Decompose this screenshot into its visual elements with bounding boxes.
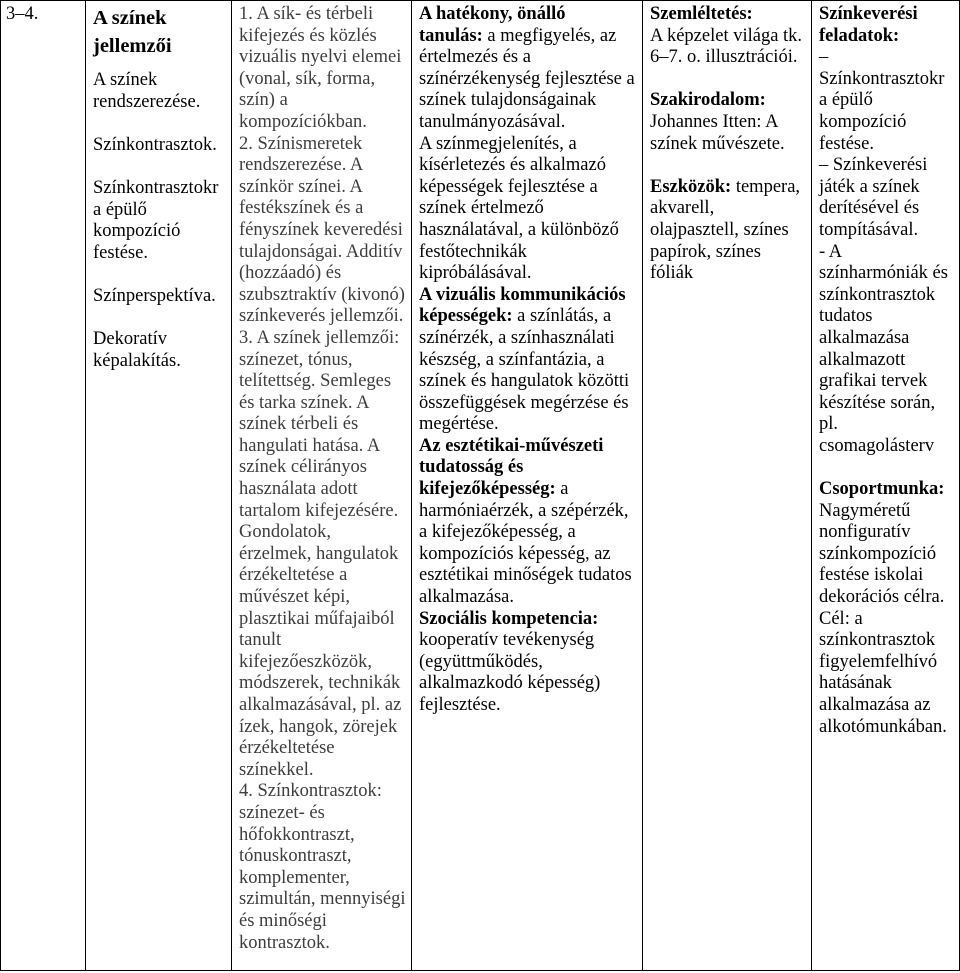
text-line: kifejezés és közlés — [239, 25, 377, 46]
paragraph — [239, 4, 408, 954]
text-segment: a színlátás, a — [512, 306, 612, 327]
text-line: kifejezőeszközök, — [239, 651, 373, 672]
text-line: A színmegjelenítés, a — [419, 133, 577, 154]
text-line: vizuális nyelvi elemei — [239, 47, 402, 68]
text-line: nonfiguratív — [819, 522, 911, 543]
text-line: színkontrasztok — [819, 284, 936, 305]
text-line: kipróbálásával. — [419, 263, 532, 284]
bold-label: Szakirodalom: — [650, 90, 766, 111]
bold-label: Színkeverési — [819, 4, 918, 24]
text-line: képalakítás. — [93, 350, 181, 371]
text-line: színek művészete. — [650, 133, 785, 154]
text-line: használatával, a különböző — [419, 219, 619, 240]
text-line: színek tulajdonságainak — [419, 90, 597, 111]
text-line: színérzék, a színhasználati — [419, 327, 615, 348]
text-line — [419, 479, 639, 501]
text-line: használata adott — [239, 479, 358, 500]
text-line: hatásának — [819, 673, 892, 694]
text-line: festékszínek és a — [239, 198, 364, 219]
text-line: (együttműködés, — [419, 651, 543, 672]
text-line: harmóniaérzék, a szépérzék, — [419, 500, 629, 521]
text-line: pl. — [819, 414, 839, 435]
text-line: 3. A színek jellemzői: — [239, 327, 400, 348]
text-line: alkalmazása — [819, 327, 910, 348]
text-line: – Színkeverési — [819, 155, 928, 176]
text-line: színek és hangulatok közötti — [419, 371, 630, 392]
text-line: - A — [819, 241, 843, 262]
text-line: fejlesztése. — [419, 695, 501, 715]
text-line: 3–4. — [6, 4, 39, 24]
paragraph — [93, 286, 228, 308]
text-line: színérzékenység fejlesztése a — [419, 68, 635, 89]
text-line: esztétikai minőségek tudatos — [419, 565, 632, 586]
text-line: színkör színei. A — [239, 176, 363, 197]
text-line: kompozíciós képesség, az — [419, 543, 611, 564]
text-line: tulajdonságai. Additív — [239, 241, 403, 262]
text-line: 4. Színkontrasztok: — [239, 781, 382, 802]
text-line: grafikai tervek — [819, 371, 928, 392]
text-line: színekkel. — [239, 759, 314, 780]
text-line: komplementer, — [239, 867, 350, 888]
text-line: Johannes Itten: A — [650, 111, 779, 132]
text-line: színezet, tónus, — [239, 349, 353, 370]
cell-topic — [86, 1, 232, 971]
text-line: kísérletezés és alkalmazó — [419, 155, 606, 176]
text-line: tartalom kifejezésére. — [239, 500, 399, 521]
bold-label: tudatosság és — [419, 457, 524, 478]
text-line: színkompozíció — [819, 543, 937, 564]
text-line: dekorációs célra. — [819, 587, 945, 608]
text-line — [419, 4, 639, 26]
paragraph — [650, 90, 808, 155]
text-line: a épülő — [93, 199, 147, 220]
text-line: alkalmazása az — [819, 695, 931, 715]
paragraph — [6, 4, 82, 26]
text-line — [419, 285, 639, 307]
text-line: képességek fejlesztése a — [419, 176, 598, 197]
text-line: olajpasztell, színes — [650, 219, 789, 240]
paragraph — [93, 329, 228, 372]
text-line: (vonal, sík, forma, — [239, 68, 376, 89]
text-line: hangulati hatása. A — [239, 435, 381, 456]
paragraph — [650, 4, 808, 69]
text-line: kompozíciókban. — [239, 111, 367, 132]
text-line: szimultán, mennyiségi — [239, 889, 406, 910]
bold-label: Az esztétikai-művészeti — [419, 435, 604, 456]
text-line: Dekoratív — [93, 329, 167, 350]
text-line: Gondolatok, — [239, 522, 331, 543]
text-line — [419, 609, 639, 631]
text-line: 6–7. o. illusztrációi. — [650, 47, 798, 68]
text-line — [419, 457, 639, 479]
text-line: érzékeltetése — [239, 738, 335, 759]
text-line: kompozíció — [819, 111, 907, 132]
text-line: és minőségi — [239, 910, 327, 931]
text-line: rendszerezése. A — [239, 155, 364, 176]
text-line: alkalmazkodó képesség) — [419, 673, 601, 694]
text-line: Cél: a — [819, 608, 863, 629]
text-line: csomagolásterv — [819, 435, 935, 456]
topic-heading — [93, 4, 228, 60]
bold-label: képességek: — [419, 306, 513, 327]
bold-label: tanulás: — [419, 25, 483, 46]
text-line: A színek — [93, 70, 158, 90]
text-line: módszerek, technikák — [239, 673, 401, 694]
text-line: szubsztraktív (kivonó) — [239, 284, 405, 305]
text-line — [819, 479, 956, 501]
text-line: tanulmányozásával. — [419, 111, 566, 132]
text-line: fóliák — [650, 263, 694, 284]
bold-label: Eszközök: — [650, 176, 732, 197]
text-line — [419, 306, 639, 328]
text-line: színkeverés jellemzői. — [239, 306, 404, 327]
text-segment: a megfigyelés, az — [482, 25, 617, 46]
text-line: festése iskolai — [819, 565, 924, 586]
text-segment: tempera, — [731, 176, 801, 197]
text-line: Nagyméretű — [819, 500, 911, 521]
heading-line: A színek — [93, 7, 167, 29]
text-line: a épülő — [819, 90, 873, 111]
paragraph — [819, 4, 956, 457]
text-line: a kifejezőképesség, a — [419, 522, 576, 543]
bold-label: A vizuális kommunikációs — [419, 284, 626, 305]
bold-label: Szemléltetés: — [650, 4, 753, 24]
paragraph — [419, 4, 639, 717]
text-line: szín) a — [239, 90, 288, 111]
paragraph — [650, 177, 808, 285]
text-line: művészet képi, — [239, 587, 350, 608]
paragraph — [93, 135, 228, 157]
text-line: 1. A sík- és térbeli — [239, 4, 374, 24]
text-line: derítésével és — [819, 198, 920, 219]
text-line: kooperatív tevékenység — [419, 630, 595, 651]
bold-label: kifejezőképesség: — [419, 479, 556, 500]
text-line: tanult — [239, 630, 282, 651]
text-line: színkontrasztok — [819, 630, 936, 651]
text-line — [819, 4, 956, 26]
text-line: festése. — [93, 242, 148, 263]
text-line: tudatos — [819, 306, 873, 327]
cell-resources — [643, 1, 812, 971]
text-line: Színkontrasztok. — [93, 134, 217, 155]
text-line: kompozíció — [93, 221, 181, 242]
text-line: színek térbeli és — [239, 414, 359, 435]
text-line: értelmezés és a — [419, 47, 531, 68]
text-line — [650, 90, 808, 112]
text-line: Színkontrasztokr — [93, 177, 219, 198]
text-line: papírok, színes — [650, 241, 761, 262]
cell-content — [232, 1, 412, 971]
text-line: játék a színek — [819, 176, 920, 197]
text-line: 2. Színismeretek — [239, 133, 363, 154]
text-line: színezet- és — [239, 802, 325, 823]
text-segment: a — [555, 479, 569, 500]
bold-label: Csoportmunka: — [819, 479, 945, 500]
text-line: tónuskontraszt, — [239, 846, 352, 867]
text-line: színek értelmező — [419, 198, 544, 219]
text-line — [650, 177, 808, 199]
text-line: rendszerezése. — [93, 91, 201, 112]
cell-activities — [812, 1, 960, 971]
text-line: – — [819, 47, 829, 68]
text-line: akvarell, — [650, 198, 715, 219]
text-line — [819, 26, 956, 48]
text-line: (hozzáadó) és — [239, 263, 342, 284]
text-line: fényszínek keveredési — [239, 219, 403, 240]
text-line: érzékeltetése a — [239, 565, 348, 586]
text-line: kontrasztok. — [239, 932, 330, 953]
text-line: Színperspektíva. — [93, 285, 216, 306]
text-line: alkotómunkában. — [819, 716, 947, 737]
text-line: megértése. — [419, 414, 499, 435]
bold-label: feladatok: — [819, 25, 900, 46]
text-line: telítettség. Semleges — [239, 371, 392, 392]
paragraph — [819, 479, 956, 738]
text-line: alkalmazásával, pl. az — [239, 695, 402, 715]
text-line: készség, a színfantázia, a — [419, 349, 605, 370]
bold-label: Szociális kompetencia: — [419, 608, 599, 629]
cell-competencies — [412, 1, 643, 971]
text-line: színek célirányos — [239, 457, 367, 478]
text-line: készítése során, — [819, 392, 936, 413]
text-line: ízek, hangok, zörejek — [239, 716, 398, 737]
text-line — [419, 26, 639, 48]
text-line: alkalmazása. — [419, 587, 515, 608]
text-line: összefüggések megérzése és — [419, 392, 629, 413]
text-line: hőfokkontraszt, — [239, 824, 355, 845]
text-line — [650, 4, 808, 26]
cell-lesson-number — [1, 1, 86, 971]
text-line: festőtechnikák — [419, 241, 527, 262]
bold-label: A hatékony, önálló — [419, 4, 566, 24]
text-line: érzelmek, hangulatok — [239, 543, 399, 564]
table-row — [1, 1, 960, 971]
paragraph — [93, 178, 228, 264]
text-line: A képzelet világa tk. — [650, 25, 803, 46]
text-line: plasztikai műfajaiból — [239, 608, 395, 629]
text-line: figyelemfelhívó — [819, 651, 938, 672]
paragraph — [93, 70, 228, 113]
text-line: tompításával. — [819, 219, 919, 240]
text-line — [419, 436, 639, 458]
text-line: és tarka színek. A — [239, 392, 370, 413]
text-line: festése. — [819, 133, 874, 154]
text-line: alkalmazott — [819, 349, 906, 370]
heading-line: jellemzői — [93, 35, 172, 57]
text-line: Színkontrasztokr — [819, 68, 945, 89]
text-line: színharmóniák és — [819, 263, 948, 284]
